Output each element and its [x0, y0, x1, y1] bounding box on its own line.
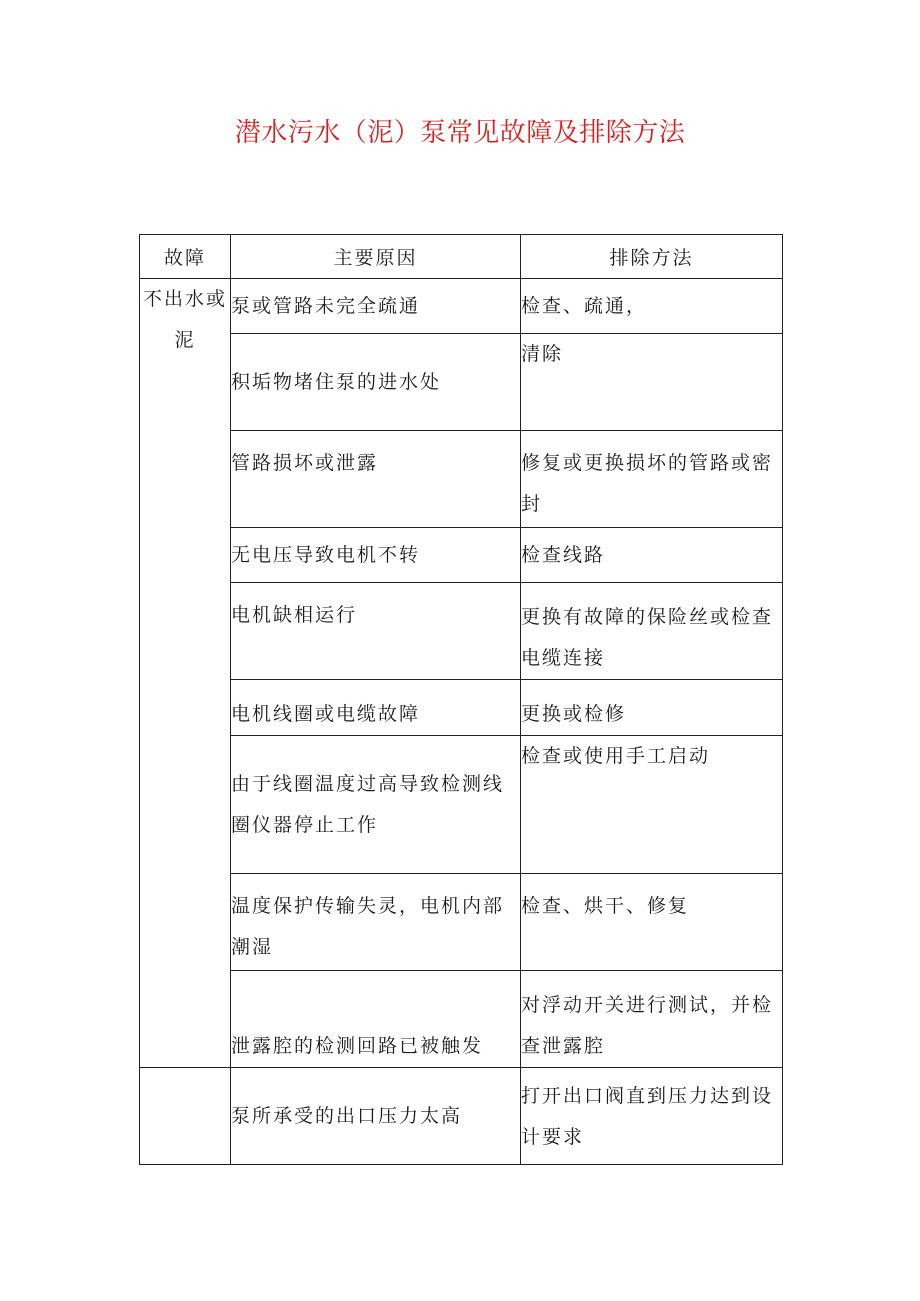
table-row	[140, 1068, 783, 1165]
document-title: 潜水污水（泥）泵常见故障及排除方法	[234, 118, 686, 148]
fault-table	[139, 234, 783, 1165]
cause-cell: 泄露腔的检测回路已被触发	[231, 971, 521, 1068]
remedy-cell: 打开出口阀直到压力达到设计要求	[521, 1068, 783, 1165]
table-row	[140, 736, 783, 874]
table-row	[140, 334, 783, 431]
cause-cell: 电机缺相运行	[231, 583, 521, 680]
table-header-row	[140, 235, 783, 279]
cause-cell: 管路损坏或泄露	[231, 431, 521, 528]
table-row	[140, 528, 783, 583]
header-fault: 故障	[140, 235, 231, 279]
table-row	[140, 680, 783, 736]
remedy-cell: 更换或检修	[521, 680, 783, 736]
header-remedy: 排除方法	[521, 235, 783, 279]
fault-empty	[140, 1068, 231, 1165]
remedy-cell: 检查线路	[521, 528, 783, 583]
remedy-cell: 修复或更换损坏的管路或密封	[521, 431, 783, 528]
cause-cell: 无电压导致电机不转	[231, 528, 521, 583]
remedy-cell: 更换有故障的保险丝或检查电缆连接	[521, 583, 783, 680]
remedy-cell: 检查、疏通，	[521, 279, 783, 334]
cause-cell: 温度保护传输失灵，电机内部潮湿	[231, 874, 521, 971]
table-row	[140, 583, 783, 680]
table-row	[140, 874, 783, 971]
table-row	[140, 279, 783, 334]
remedy-cell: 对浮动开关进行测试，并检查泄露腔	[521, 971, 783, 1068]
fault-no-water: 不出水或泥	[140, 279, 231, 1068]
cause-cell: 积垢物堵住泵的进水处	[231, 334, 521, 431]
remedy-cell: 检查或使用手工启动	[521, 736, 783, 874]
remedy-cell: 清除	[521, 334, 783, 431]
table-row	[140, 431, 783, 528]
cause-cell: 由于线圈温度过高导致检测线圈仪器停止工作	[231, 736, 521, 874]
table-row	[140, 971, 783, 1068]
cause-cell: 泵或管路未完全疏通	[231, 279, 521, 334]
cause-cell: 泵所承受的出口压力太高	[231, 1068, 521, 1165]
remedy-cell: 检查、烘干、修复	[521, 874, 783, 971]
cause-cell: 电机线圈或电缆故障	[231, 680, 521, 736]
header-cause: 主要原因	[231, 235, 521, 279]
